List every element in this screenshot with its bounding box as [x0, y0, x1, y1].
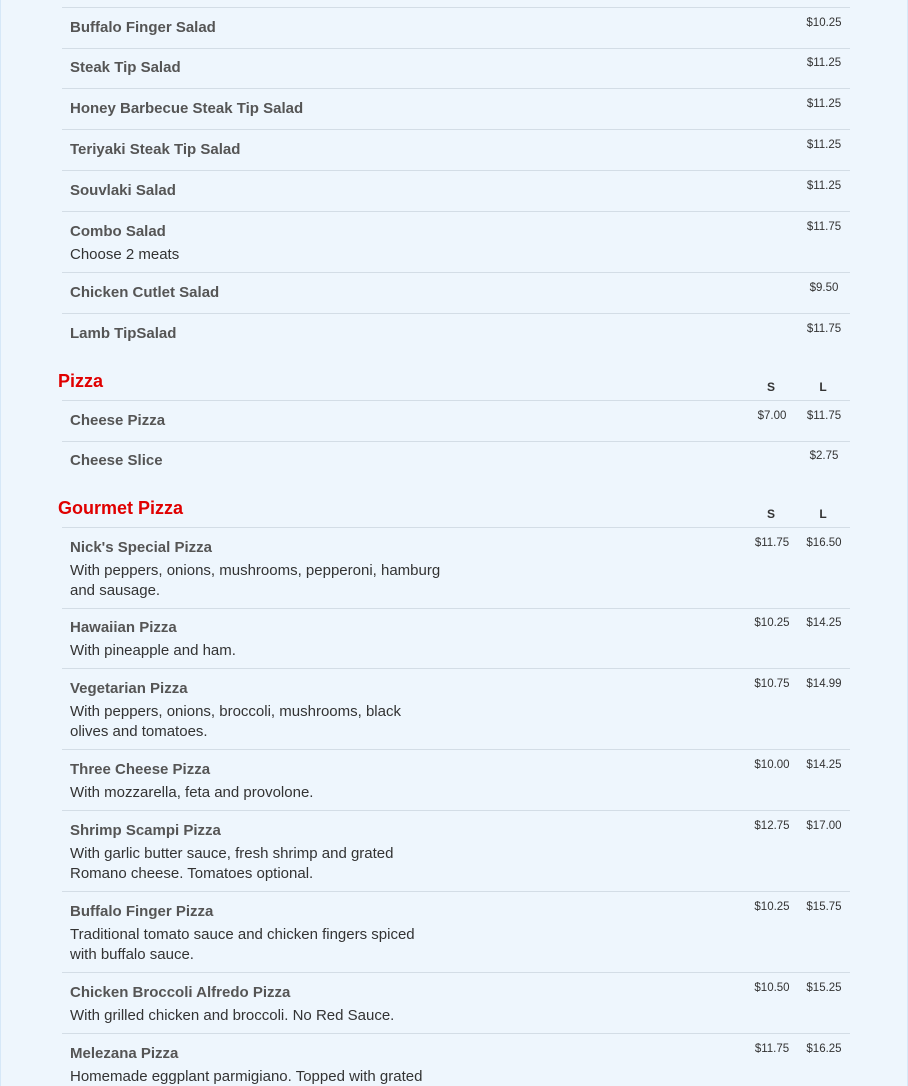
item-price-large: $16.25 [806, 1043, 842, 1055]
item-price: $11.75 [806, 221, 842, 233]
item-description: Homemade eggplant parmigiano. Topped with grated [70, 1068, 423, 1085]
item-price-small: $10.50 [754, 982, 790, 994]
column-header-small: S [766, 507, 775, 521]
item-price-small: $12.75 [754, 820, 790, 832]
column-header-large: L [819, 507, 827, 521]
item-description: Choose 2 meats [70, 246, 180, 263]
item-name: Buffalo Finger Salad [70, 19, 216, 36]
menu-item [62, 811, 850, 892]
menu-item [62, 314, 850, 354]
menu-item [62, 669, 850, 750]
menu-item [62, 973, 850, 1034]
item-name: Cheese Pizza [70, 412, 166, 429]
item-description: With garlic butter sauce, fresh shrimp and grated Romano cheese. Tomatoes optional. [70, 845, 394, 882]
item-price: $11.25 [806, 139, 842, 151]
item-name: Three Cheese Pizza [70, 761, 211, 778]
item-name: Nick's Special Pizza [70, 539, 212, 556]
menu-item [62, 171, 850, 212]
item-name: Melezana Pizza [70, 1045, 179, 1062]
item-description: With mozzarella, feta and provolone. [70, 784, 314, 801]
item-name: Steak Tip Salad [70, 59, 181, 76]
item-description: With grilled chicken and broccoli. No Red Sauce. [70, 1007, 395, 1024]
item-name: Hawaiian Pizza [70, 619, 177, 636]
menu-page [1, 0, 907, 1086]
item-price-small: $10.25 [754, 617, 790, 629]
menu-item [62, 608, 850, 669]
category-title-pizza: Pizza [58, 371, 104, 391]
item-price-large: $14.25 [806, 617, 842, 629]
item-price-large: $14.25 [806, 759, 842, 771]
item-price-large: $2.75 [809, 450, 839, 462]
item-price: $11.75 [806, 323, 842, 335]
menu-item [62, 527, 850, 609]
item-price-small: $11.75 [754, 537, 790, 549]
menu-item [62, 1034, 850, 1086]
item-price-small: $10.75 [754, 678, 790, 690]
item-name: Lamb TipSalad [70, 325, 177, 342]
item-price-small: $11.75 [754, 1043, 790, 1055]
menu-item [62, 441, 850, 481]
category-title-gourmet-pizza: Gourmet Pizza [58, 498, 184, 518]
item-name: Buffalo Finger Pizza [70, 903, 214, 920]
column-header-small: S [766, 380, 775, 394]
item-name: Teriyaki Steak Tip Salad [70, 141, 241, 158]
item-name: Souvlaki Salad [70, 182, 176, 199]
item-price-large: $15.75 [806, 901, 842, 913]
item-price: $11.25 [806, 98, 842, 110]
item-price-large: $17.00 [806, 820, 842, 832]
menu-item [62, 212, 850, 273]
item-price-large: $11.75 [806, 410, 842, 422]
item-name: Combo Salad [70, 223, 166, 240]
menu-item [62, 89, 850, 130]
item-price-small: $10.00 [754, 759, 790, 771]
item-name: Cheese Slice [70, 452, 163, 469]
menu-item [62, 130, 850, 171]
item-price: $11.25 [806, 57, 842, 69]
item-price-large: $16.50 [806, 537, 842, 549]
menu-item [62, 400, 850, 442]
item-name: Vegetarian Pizza [70, 680, 188, 697]
item-description: Traditional tomato sauce and chicken fingers spiced with buffalo sauce. [70, 926, 415, 963]
item-price: $10.25 [806, 17, 842, 29]
item-name: Honey Barbecue Steak Tip Salad [70, 100, 304, 117]
item-price-large: $15.25 [806, 982, 842, 994]
item-description: With peppers, onions, mushrooms, pepperoni, hamburg and sausage. [70, 562, 441, 599]
column-header-large: L [819, 380, 827, 394]
item-name: Chicken Broccoli Alfredo Pizza [70, 984, 291, 1001]
item-price-large: $14.99 [806, 678, 842, 690]
menu-item [62, 273, 850, 314]
item-price: $9.50 [809, 282, 839, 294]
item-price-small: $7.00 [757, 410, 787, 422]
item-description: With peppers, onions, broccoli, mushrooms, black olives and tomatoes. [70, 703, 401, 740]
menu-item [62, 7, 850, 49]
item-price-small: $10.25 [754, 901, 790, 913]
item-description: With pineapple and ham. [70, 642, 236, 659]
item-name: Shrimp Scampi Pizza [70, 822, 221, 839]
menu-item [62, 892, 850, 973]
item-name: Chicken Cutlet Salad [70, 284, 220, 301]
menu-item [62, 48, 850, 89]
menu-item [62, 750, 850, 811]
item-price: $11.25 [806, 180, 842, 192]
